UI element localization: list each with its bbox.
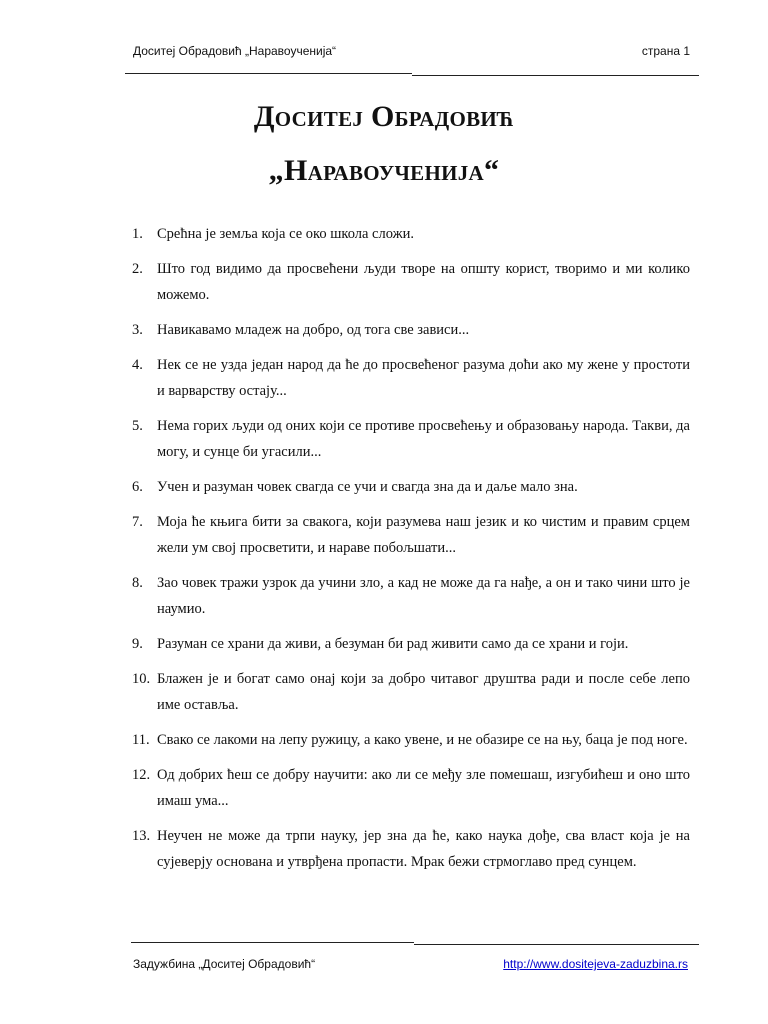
- list-item-number: 6.: [132, 479, 143, 495]
- list-item-text: Блажен је и богат само онај који за добро читавог друштва ради и после себе лепо име оставља.: [157, 671, 690, 713]
- list-item-number: 1.: [132, 226, 143, 242]
- list-item: [132, 823, 690, 875]
- list-item-number: 4.: [132, 357, 143, 373]
- page-title-work: „Наравоученија“: [268, 154, 500, 187]
- list-item-text: Моја ће књига бити за свакога, који разумева наш језик и ко чистим и правим срцем жели ум свој просветити, и нараве побољшати...: [157, 514, 690, 556]
- list-item-text: Од добрих ћеш се добру научити: ако ли се међу зле помешаш, изгубићеш и оно што имаш ума...: [157, 767, 690, 809]
- list-item-text: Нема горих људи од оних који се противе просвећењу и образовању народа. Такви, да могу, и сунце би угасили...: [157, 418, 690, 460]
- list-item: [132, 631, 690, 657]
- list-item-number: 13.: [132, 828, 151, 844]
- header-divider-left: [125, 73, 412, 74]
- list-item-text: Учен и разуман човек свагда се учи и свагда зна да и даље мало зна.: [157, 479, 578, 495]
- list-item-number: 12.: [132, 767, 151, 783]
- list-item-number: 7.: [132, 514, 143, 530]
- list-item-number: 2.: [132, 261, 143, 277]
- list-item: [132, 509, 690, 561]
- list-item: [132, 352, 690, 404]
- list-item: [132, 317, 690, 343]
- list-item-text: Навикавамо младеж на добро, од тога све зависи...: [157, 322, 470, 338]
- page-title-author: Доситеј Обрадовић: [253, 100, 515, 133]
- header-divider-right: [412, 75, 699, 76]
- header-page-number: страна 1: [641, 44, 690, 58]
- list-item-number: 11.: [132, 732, 150, 748]
- maxims-list: [132, 221, 690, 884]
- list-item: [132, 413, 690, 465]
- list-item-number: 8.: [132, 575, 143, 591]
- list-item-text: Свако се лакоми на лепу ружицу, а како увене, и не обазире се на њу, баца је под ноге.: [157, 732, 688, 748]
- footer-divider-right: [414, 944, 699, 945]
- list-item-number: 10.: [132, 671, 151, 687]
- list-item: [132, 221, 690, 247]
- list-item-text: Неучен не може да трпи науку, јер зна да ће, како наука дође, сва власт која је на сујеверју основана и утврђена пропасти. Мрак бежи стрмоглаво пред сунцем.: [157, 828, 690, 870]
- list-item-text: Што год видимо да просвећени људи творе на општу корист, творимо и ми колико можемо.: [157, 261, 690, 303]
- footer-website-link[interactable]: http://www.dositejeva-zaduzbina.rs: [503, 957, 688, 971]
- list-item: [132, 666, 690, 718]
- list-item: [132, 727, 690, 753]
- list-item-text: Нек се не узда један народ да ће до просвећеног разума доћи ако му жене у простоти и варварству остају...: [157, 357, 690, 399]
- list-item-number: 5.: [132, 418, 143, 434]
- footer-divider-left: [131, 942, 414, 943]
- list-item-text: Зао човек тражи узрок да учини зло, а кад не може да га нађе, а он и тако чини што је наумио.: [157, 575, 690, 617]
- list-item-number: 9.: [132, 636, 143, 652]
- list-item-text: Разуман се храни да живи, а безуман би рад живити само да се храни и гоји.: [157, 636, 629, 652]
- list-item: [132, 474, 690, 500]
- footer-foundation-name: Задужбина „Доситеј Обрадовић“: [133, 957, 316, 971]
- header-document-title: Доситеј Обрадовић „Наравоученија“: [133, 44, 337, 58]
- list-item-number: 3.: [132, 322, 143, 338]
- list-item: [132, 256, 690, 308]
- list-item: [132, 762, 690, 814]
- list-item: [132, 570, 690, 622]
- list-item-text: Срећна је земља која се око школа сложи.: [157, 226, 415, 242]
